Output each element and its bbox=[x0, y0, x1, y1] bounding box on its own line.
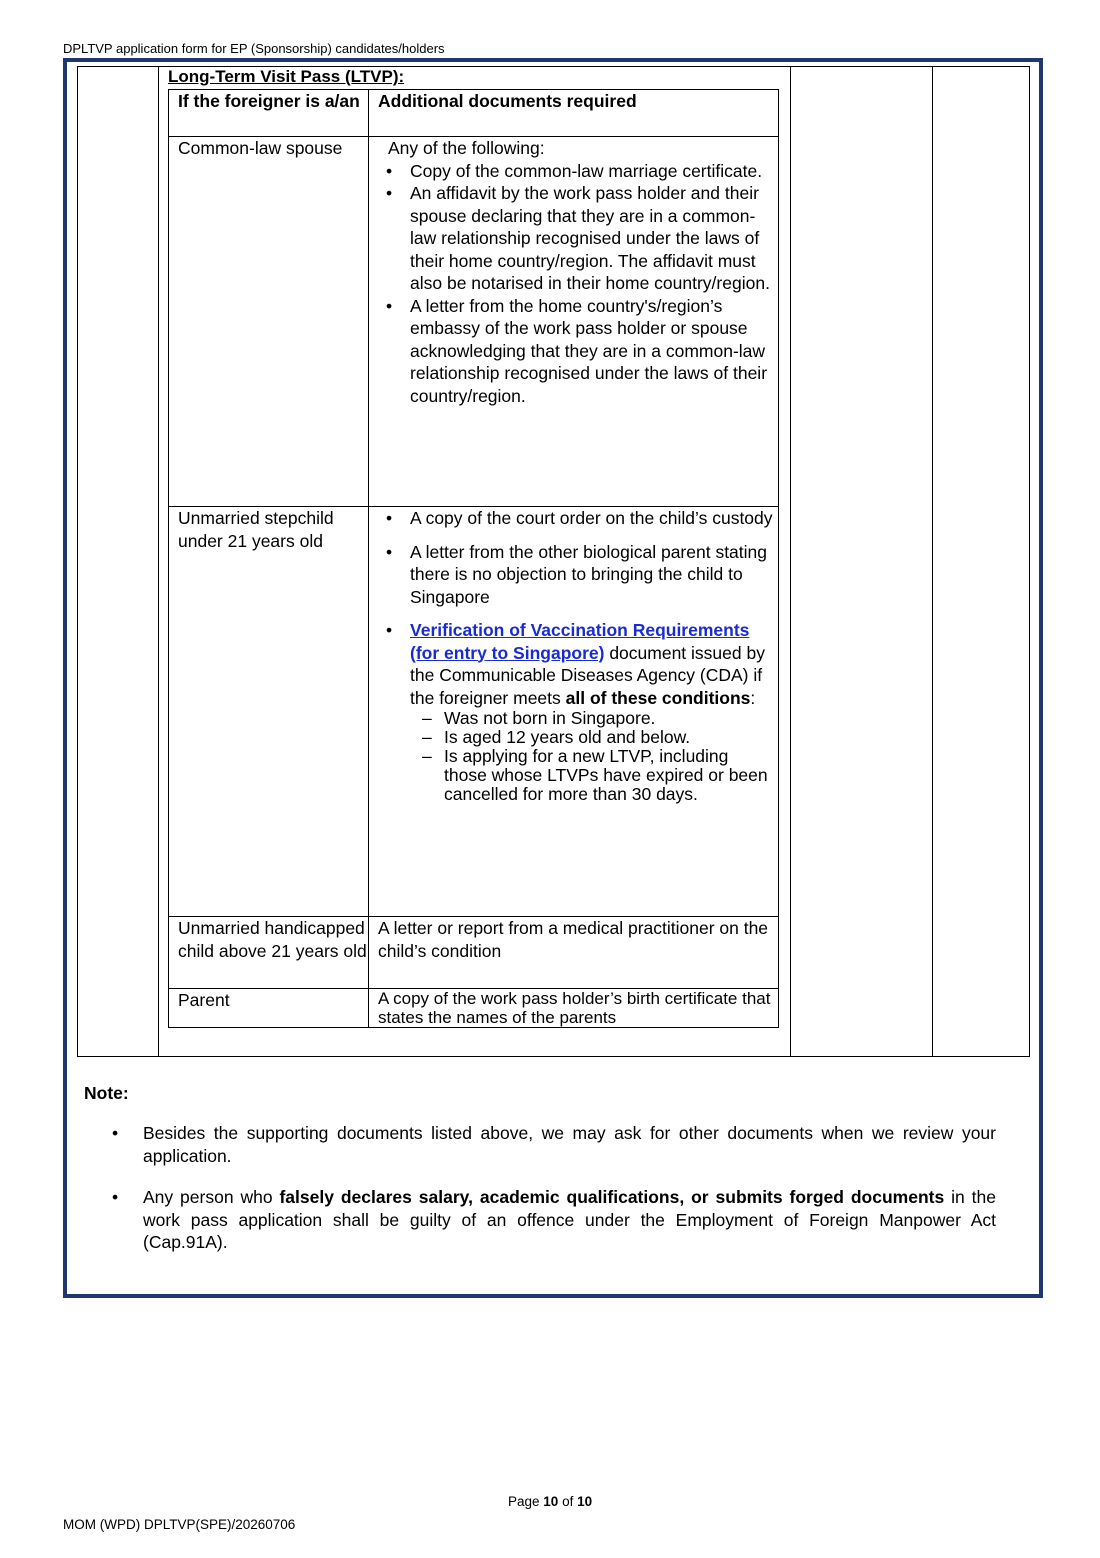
note-title: Note: bbox=[84, 1083, 129, 1103]
list-item: • Besides the supporting documents listed above, we may ask for other documents when we review your application. bbox=[108, 1122, 996, 1167]
page-number: Page 10 of 10 bbox=[508, 1494, 593, 1509]
list-item: • An affidavit by the work pass holder and their spouse declaring that they are in a common-law relationship recognised under the laws of their home country/region. The affidavit must also be notarised in their home country/region. bbox=[410, 182, 774, 295]
row-label-handicapped: Unmarried handicapped child above 21 years old bbox=[169, 917, 369, 989]
row-docs-handicapped: A letter or report from a medical practitioner on the child’s condition bbox=[369, 917, 779, 989]
list-item: • Copy of the common-law marriage certificate. bbox=[410, 160, 774, 183]
document-code: MOM (WPD) DPLTVP(SPE)/20260706 bbox=[63, 1517, 296, 1532]
section-title: Long-Term Visit Pass (LTVP): bbox=[168, 67, 405, 86]
list-item: – Is aged 12 years old and below. bbox=[444, 728, 774, 747]
grid-divider bbox=[158, 67, 159, 1056]
vaccination-requirements-link[interactable]: Verification of Vaccination Requirements (for entry to Singapore) bbox=[410, 620, 750, 663]
table-row bbox=[169, 137, 779, 507]
list-item: • Any person who falsely declares salary, academic qualifications, or submits forged documents in the work pass application shall be guilty of an offence under the Employment of Foreign Manpower Act (Cap.91A). bbox=[108, 1186, 996, 1254]
grid-divider bbox=[790, 67, 791, 1056]
list-item: – Was not born in Singapore. bbox=[444, 709, 774, 728]
row-docs-parent: A copy of the work pass holder’s birth certificate that states the names of the parents bbox=[369, 989, 779, 1028]
list-item: – Is applying for a new LTVP, including those whose LTVPs have expired or been cancelled for more than 30 days. bbox=[444, 747, 774, 804]
table-row bbox=[169, 917, 779, 989]
row-docs-common-law bbox=[369, 137, 779, 507]
list-intro: Any of the following: bbox=[388, 138, 545, 158]
table-row bbox=[169, 989, 779, 1028]
grid-divider bbox=[932, 67, 933, 1056]
bullet-list bbox=[378, 507, 774, 804]
list-item: • A copy of the court order on the child’s custody bbox=[410, 507, 774, 530]
documents-table bbox=[168, 89, 779, 1028]
row-label-stepchild: Unmarried stepchild under 21 years old bbox=[169, 507, 369, 917]
notes-list bbox=[108, 1122, 996, 1273]
row-label-common-law: Common-law spouse bbox=[169, 137, 369, 507]
document-header: DPLTVP application form for EP (Sponsorship) candidates/holders bbox=[63, 41, 445, 56]
column-header-documents: Additional documents required bbox=[369, 90, 779, 137]
column-header-foreigner: If the foreigner is a/an bbox=[169, 90, 369, 137]
list-item: • A letter from the home country's/region’s embassy of the work pass holder or spouse acknowledging that they are in a common-law relationship recognised under the laws of their country/region. bbox=[410, 295, 774, 408]
list-item: • Verification of Vaccination Requirements (for entry to Singapore) document issued by the Communicable Diseases Agency (CDA) if the foreigner meets all of these conditions: – Was not born in Singapore. – Is aged 12 years old and below. – Is applying for a new LTVP, including those whose LTVPs have expired or been cancelled for more than 30 days. bbox=[410, 619, 774, 804]
conditions-list bbox=[410, 709, 774, 804]
bullet-list bbox=[378, 160, 774, 408]
table-row bbox=[169, 507, 779, 917]
list-item: • A letter from the other biological parent stating there is no objection to bringing the child to Singapore bbox=[410, 541, 774, 609]
table-header-row bbox=[169, 90, 779, 137]
row-docs-stepchild bbox=[369, 507, 779, 917]
row-label-parent: Parent bbox=[169, 989, 369, 1028]
